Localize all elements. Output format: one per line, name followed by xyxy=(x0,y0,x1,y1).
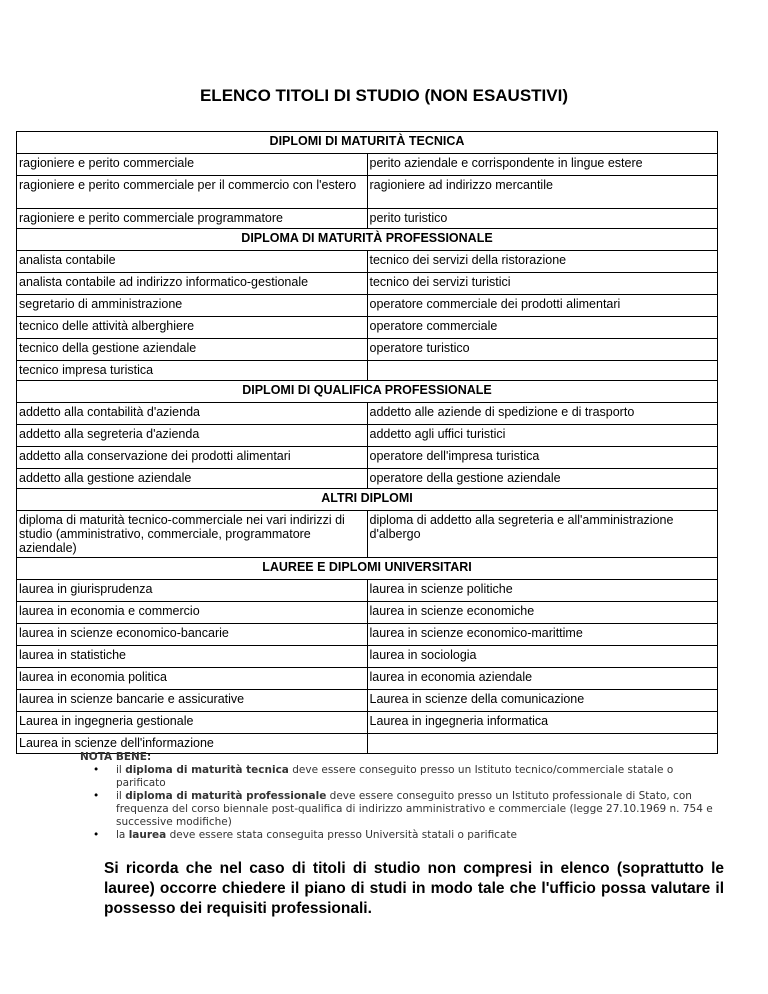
bullet-icon: • xyxy=(93,790,100,802)
section-heading: DIPLOMI DI QUALIFICA PROFESSIONALE xyxy=(17,381,718,403)
table-cell: laurea in scienze economiche xyxy=(367,602,718,624)
table-cell: ragioniere e perito commerciale programmatore xyxy=(17,209,368,229)
table-cell: Laurea in scienze della comunicazione xyxy=(367,690,718,712)
table-cell: tecnico impresa turistica xyxy=(17,361,368,381)
section-heading: DIPLOMI DI MATURITÀ TECNICA xyxy=(17,132,718,154)
table-cell: addetto alla segreteria d'azienda xyxy=(17,425,368,447)
note-bold-text: laurea xyxy=(128,829,167,841)
table-cell: addetto agli uffici turistici xyxy=(367,425,718,447)
table-cell: perito aziendale e corrispondente in lingue estere xyxy=(367,154,718,176)
table-cell: laurea in economia politica xyxy=(17,668,368,690)
note-text: il xyxy=(116,764,126,776)
table-cell: laurea in statistiche xyxy=(17,646,368,668)
section-heading: ALTRI DIPLOMI xyxy=(17,489,718,511)
list-item xyxy=(93,790,720,829)
table-cell: operatore commerciale dei prodotti alimentari xyxy=(367,295,718,317)
note-text: deve essere conseguito presso un Istituto professionale di Stato, con frequenza del corso biennale post-qualifica di indirizzo amministrativo e commerciale (legge 27.10.1969 n. 754 e successive modifiche) xyxy=(116,790,713,828)
table-cell: tecnico delle attività alberghiere xyxy=(17,317,368,339)
table-cell: diploma di maturità tecnico-commerciale nei vari indirizzi di studio (amministrativo, commerciale, programmatore aziendale) xyxy=(17,511,368,558)
table-cell: addetto alla gestione aziendale xyxy=(17,469,368,489)
table-cell: addetto alle aziende di spedizione e di trasporto xyxy=(367,403,718,425)
table-cell: ragioniere e perito commerciale per il commercio con l'estero xyxy=(17,176,368,209)
table-cell: laurea in scienze economico-marittime xyxy=(367,624,718,646)
table-cell: laurea in sociologia xyxy=(367,646,718,668)
bullet-icon: • xyxy=(93,764,100,776)
table-cell: Laurea in ingegneria informatica xyxy=(367,712,718,734)
table-cell: ragioniere ad indirizzo mercantile xyxy=(367,176,718,209)
table-cell: operatore turistico xyxy=(367,339,718,361)
table-cell: tecnico dei servizi turistici xyxy=(367,273,718,295)
table-cell: operatore commerciale xyxy=(367,317,718,339)
footer-paragraph: Si ricorda che nel caso di titoli di studio non compresi in elenco (soprattutto le lauree) occorre chiedere il piano di studi in modo tale che l'ufficio possa valutare il possesso dei requisiti professionali. xyxy=(104,860,724,917)
list-item xyxy=(93,764,720,790)
table-cell: laurea in economia aziendale xyxy=(367,668,718,690)
document-title: ELENCO TITOLI DI STUDIO (NON ESAUSTIVI) xyxy=(199,86,569,105)
table-cell: analista contabile xyxy=(17,251,368,273)
note-bold-text: diploma di maturità professionale xyxy=(125,790,327,802)
note-text: deve essere conseguito presso un Istituto tecnico/commerciale statale o parificato xyxy=(116,764,674,789)
section-heading: DIPLOMA DI MATURITÀ PROFESSIONALE xyxy=(17,229,718,251)
list-item xyxy=(93,829,720,842)
table-cell xyxy=(367,361,718,381)
table-cell: operatore dell'impresa turistica xyxy=(367,447,718,469)
note-bold-text: diploma di maturità tecnica xyxy=(125,764,289,776)
note-text: il xyxy=(116,790,126,802)
table-cell: tecnico dei servizi della ristorazione xyxy=(367,251,718,273)
table-cell: operatore della gestione aziendale xyxy=(367,469,718,489)
bullet-icon: • xyxy=(93,829,100,841)
section-heading: LAUREE E DIPLOMI UNIVERSITARI xyxy=(17,558,718,580)
nota-bene xyxy=(80,751,720,842)
nota-bene-label: NOTA BENE: xyxy=(80,751,152,763)
nota-bene-list xyxy=(80,764,720,842)
table-cell: laurea in scienze bancarie e assicurative xyxy=(17,690,368,712)
table-cell: analista contabile ad indirizzo informatico-gestionale xyxy=(17,273,368,295)
table-cell: diploma di addetto alla segreteria e all'amministrazione d'albergo xyxy=(367,511,718,558)
table-cell: addetto alla contabilità d'azienda xyxy=(17,403,368,425)
table-cell: laurea in economia e commercio xyxy=(17,602,368,624)
table-cell: segretario di amministrazione xyxy=(17,295,368,317)
table-cell: laurea in scienze politiche xyxy=(367,580,718,602)
table-cell: tecnico della gestione aziendale xyxy=(17,339,368,361)
table-cell: Laurea in scienze dell'informazione xyxy=(17,734,368,754)
table-cell: laurea in giurisprudenza xyxy=(17,580,368,602)
note-text: la xyxy=(116,829,129,841)
table-cell: perito turistico xyxy=(367,209,718,229)
table-cell: ragioniere e perito commerciale xyxy=(17,154,368,176)
note-text: deve essere stata conseguita presso Università statali o parificate xyxy=(166,829,517,841)
table-cell: laurea in scienze economico-bancarie xyxy=(17,624,368,646)
titles-table xyxy=(16,131,718,754)
table-cell: addetto alla conservazione dei prodotti alimentari xyxy=(17,447,368,469)
table-cell: Laurea in ingegneria gestionale xyxy=(17,712,368,734)
